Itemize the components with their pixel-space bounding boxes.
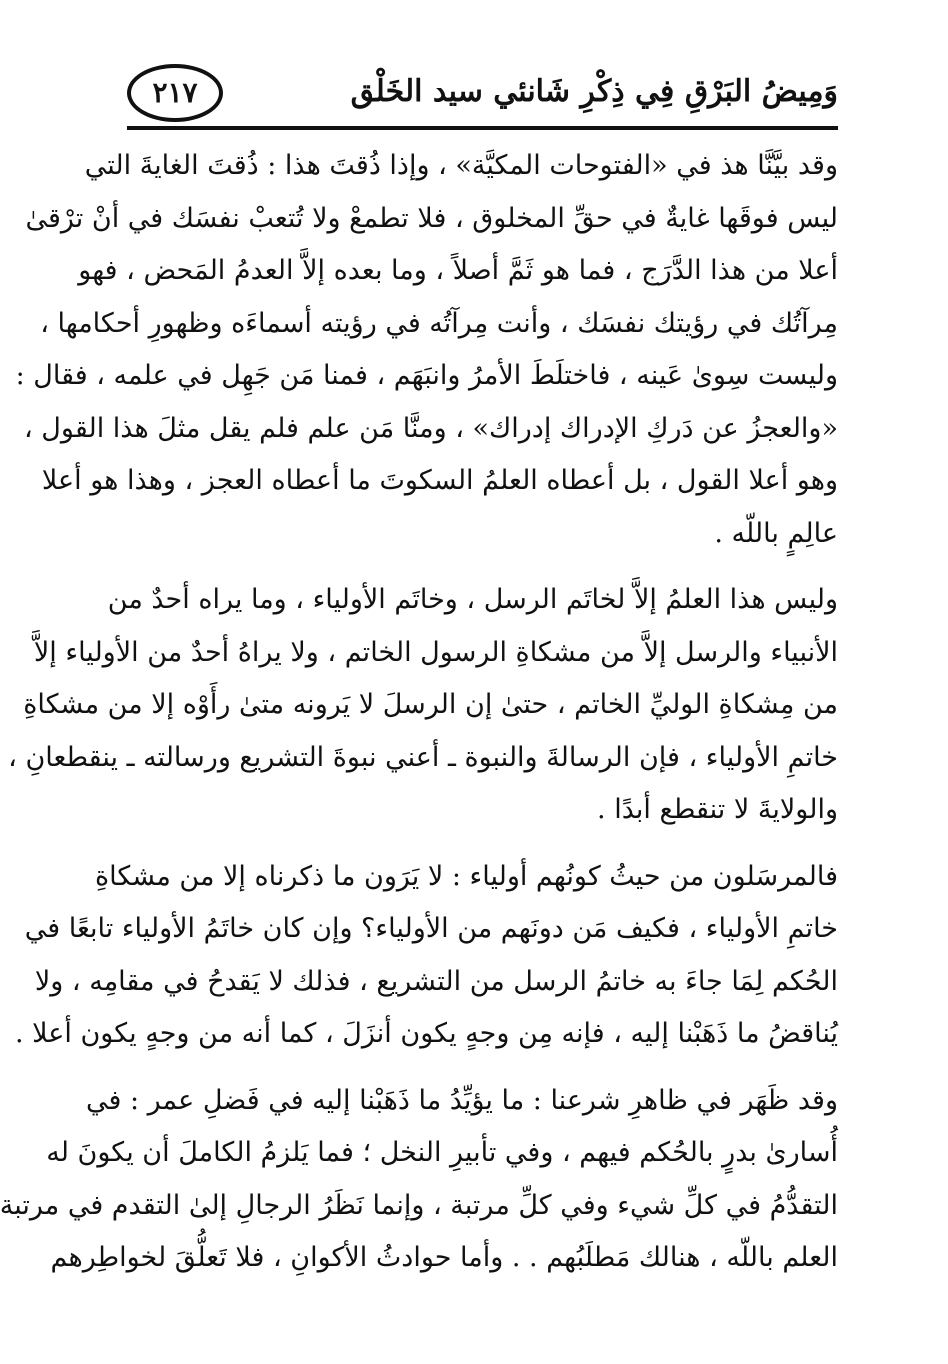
text-line: أُسارىٰ بدرٍ بالحُكم فيهم ، وفي تأبيرِ النخل ؛ فما يَلزمُ الكاملَ أن يكونَ له — [46, 1137, 838, 1168]
paragraph-4 — [0, 1075, 838, 1285]
text-line: أعلا من هذا الدَّرَج ، فما هو ثَمَّ أصلاً ، وما بعده إلاَّ العدمُ المَحض ، فهو — [78, 255, 838, 286]
body-text — [0, 140, 838, 1285]
paragraph-1 — [15, 140, 838, 560]
page-number-frame — [127, 64, 223, 122]
text-line: من مِشكاةِ الوليِّ الخاتم ، حتىٰ إن الرسلَ لا يَرونه متىٰ رأَوْه إلا من مشكاةِ — [23, 689, 838, 720]
text-line: مِرآتُك في رؤيتك نفسَك ، وأنت مِرآتُه في رؤيته أسماءَه وظهورِ أحكامها ، — [40, 307, 838, 339]
text-line: وهو أعلا القول ، بل أعطاه العلمُ السكوتَ ما أعطاه العجز ، وهذا هو أعلا — [41, 465, 838, 496]
text-line: وقد ظَهَر في ظاهرِ شرعنا : ما يؤيِّدُ ما ذَهَبْنا إليه في فَضلِ عمر : في — [85, 1084, 838, 1116]
paragraph-3 — [14, 851, 838, 1061]
text-line: وليس هذا العلمُ إلاَّ لخاتَم الرسل ، وخاتَم الأولياء ، وما يراه أحدٌ من — [107, 584, 838, 615]
text-line: ليس فوقَها غايةٌ في حقِّ المخلوق ، فلا تطمعْ ولا تُتعبْ نفسَك في أنْ ترْقىٰ — [25, 202, 838, 234]
text-line: وقد بيَّنَّا هذ في «الفتوحات المكيَّة» ، وإذا ذُقتَ هذا : ذُقتَ الغايةَ التي — [84, 150, 838, 181]
text-line: خاتمِ الأولياء ، فإن الرسالةَ والنبوة ـ أعني نبوةَ التشريع ورسالته ـ ينقطعانِ ، — [8, 741, 838, 773]
header-rule — [127, 126, 838, 130]
running-header — [127, 58, 838, 130]
text-line: العلم باللّه ، هنالك مَطلَبُهم . . وأما حوادثُ الأكوانِ ، فلا تَعلُّقَ لخواطِرهم — [50, 1242, 838, 1273]
text-line: يُناقضُ ما ذَهَبْنا إليه ، فإنه مِن وجهٍ يكون أنزَلَ ، كما أنه من وجهٍ يكون أعلا . — [14, 1018, 838, 1049]
paragraph-2 — [8, 574, 838, 837]
running-header-title: وَمِيضُ البَرْقِ فِي ذِكْرِ شَانئي سيد الخَلْق — [350, 74, 838, 109]
text-line: خاتمِ الأولياء ، فكيف مَن دونَهم من الأولياء؟ وإن كان خاتَمُ الأولياء تابعًا في — [24, 913, 838, 944]
text-line: التقدُّمُ في كلِّ شيء وفي كلِّ مرتبة ، وإنما نَظَرُ الرجالِ إلىٰ التقدم في مرتبة — [0, 1189, 838, 1221]
text-line: الأنبياء والرسل إلاَّ من مشكاةِ الرسول الخاتم ، ولا يراهُ أحدٌ من الأولياء إلاَّ — [33, 636, 838, 668]
text-line: «والعجزُ عن دَركِ الإدراك إدراك» ، ومنَّا مَن علم فلم يقل مثلَ هذا القول ، — [23, 412, 838, 444]
text-line: فالمرسَلون من حيثُ كونُهم أولياء : لا يَرَون ما ذكرناه إلا من مشكاةِ — [94, 860, 838, 892]
text-line: الحُكم لِمَا جاءَ به خاتمُ الرسل من التشريع ، فذلك لا يَقدحُ في مقامِه ، ولا — [34, 965, 838, 997]
text-line: وليست سِوىٰ عَينه ، فاختلَطَ الأمرُ وانبَهَم ، فمنا مَن جَهِل في علمه ، فقال : — [15, 360, 838, 391]
page-number: ٢١٧ — [152, 76, 198, 109]
text-line: عالِمٍ باللّه . — [714, 517, 838, 549]
text-line: والولايةَ لا تنقطع أبدًا . — [597, 794, 838, 825]
